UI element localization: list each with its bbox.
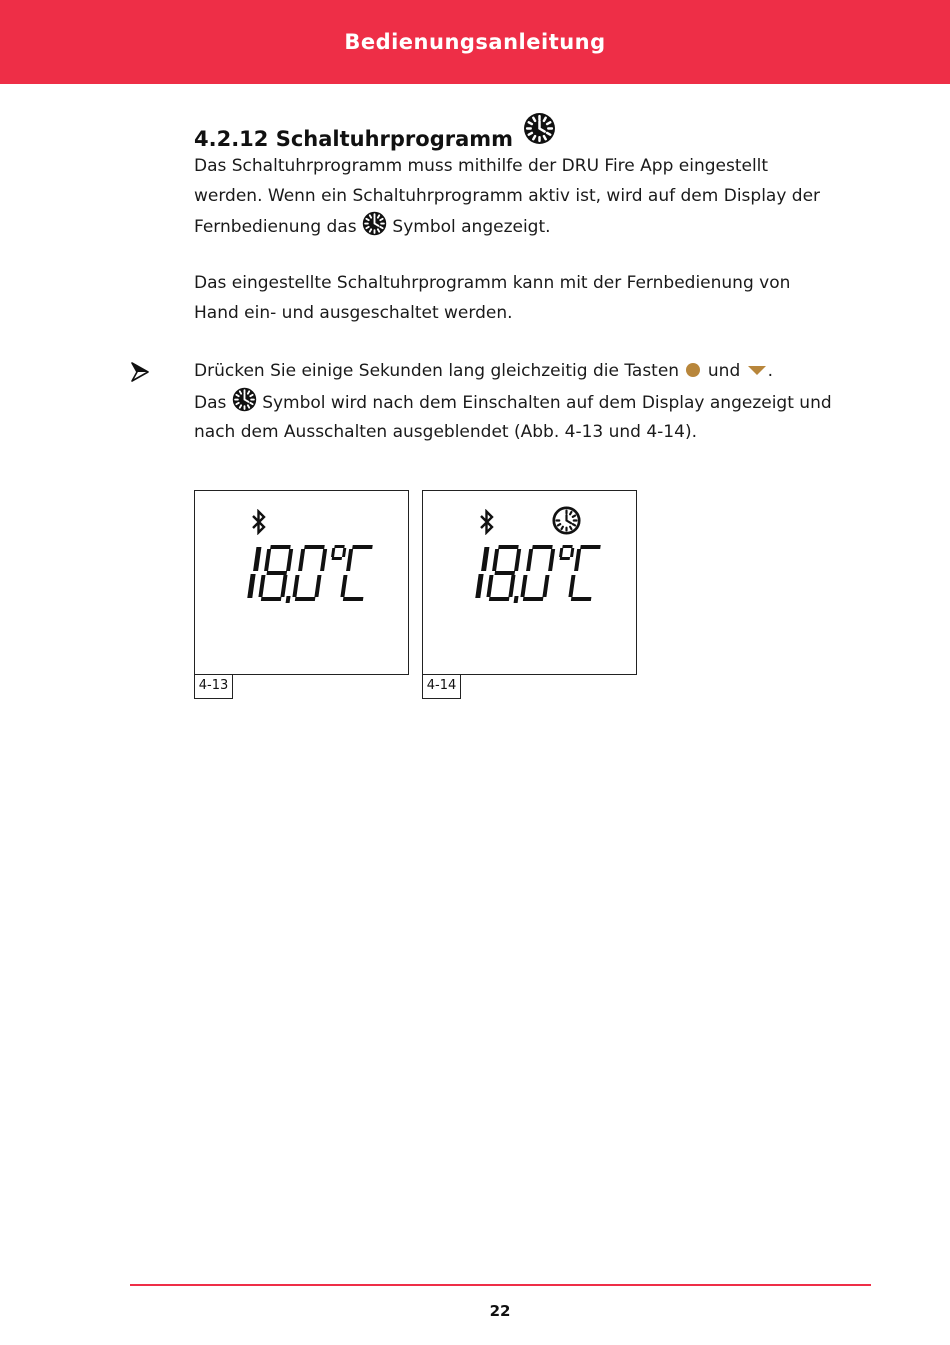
paragraph-line	[194, 387, 884, 419]
paragraph-text: Das	[194, 392, 227, 413]
timer-clock-icon	[523, 112, 556, 145]
paragraph-text: Symbol wird nach dem Einschalten auf dem Display angezeigt und	[262, 392, 832, 413]
lcd-display	[422, 490, 637, 675]
paragraph-line: Das eingestellte Schaltuhrprogramm kann mit der Fernbedienung von	[194, 273, 791, 293]
bluetooth-icon	[479, 509, 495, 535]
instruction-text	[194, 357, 884, 448]
timer-clock-icon	[362, 211, 387, 236]
down-key-icon	[748, 366, 766, 375]
temperature-reading	[465, 543, 605, 603]
lcd-display	[194, 490, 409, 675]
paragraph-text: und	[707, 361, 741, 381]
paragraph-line: nach dem Ausschalten ausgeblendet (Abb. 4-13 und 4-14).	[194, 422, 697, 442]
paragraph-line	[194, 357, 884, 387]
paragraph-text: Symbol angezeigt.	[392, 217, 551, 237]
paragraph-toggle	[194, 269, 884, 328]
paragraph-text: .	[767, 361, 774, 381]
figure-label: 4-13	[194, 675, 233, 699]
page-number: 22	[489, 1302, 511, 1320]
footer-divider	[130, 1284, 871, 1286]
timer-clock-icon	[232, 387, 257, 412]
section-heading	[194, 112, 556, 151]
section-heading-text: 4.2.12 Schaltuhrprogramm	[194, 127, 514, 151]
header-title: Bedienungsanleitung	[344, 29, 606, 54]
timer-clock-icon	[552, 506, 581, 535]
paragraph-intro	[194, 152, 884, 243]
paragraph-line	[194, 211, 884, 243]
paragraph-line: Das Schaltuhrprogramm muss mithilfe der DRU Fire App eingestellt	[194, 156, 769, 176]
circle-key-icon	[686, 363, 700, 377]
arrowhead-bullet-icon	[130, 361, 150, 383]
bluetooth-icon	[251, 509, 267, 535]
figure-label: 4-14	[422, 675, 461, 699]
paragraph-line: Hand ein- und ausgeschaltet werden.	[194, 302, 513, 323]
temperature-reading	[237, 543, 377, 603]
page-header	[0, 0, 950, 84]
paragraph-text: Drücken Sie einige Sekunden lang gleichzeitig die Tasten	[194, 361, 680, 381]
paragraph-line: werden. Wenn ein Schaltuhrprogramm aktiv ist, wird auf dem Display der	[194, 185, 821, 206]
paragraph-text: Fernbedienung das	[194, 217, 357, 237]
